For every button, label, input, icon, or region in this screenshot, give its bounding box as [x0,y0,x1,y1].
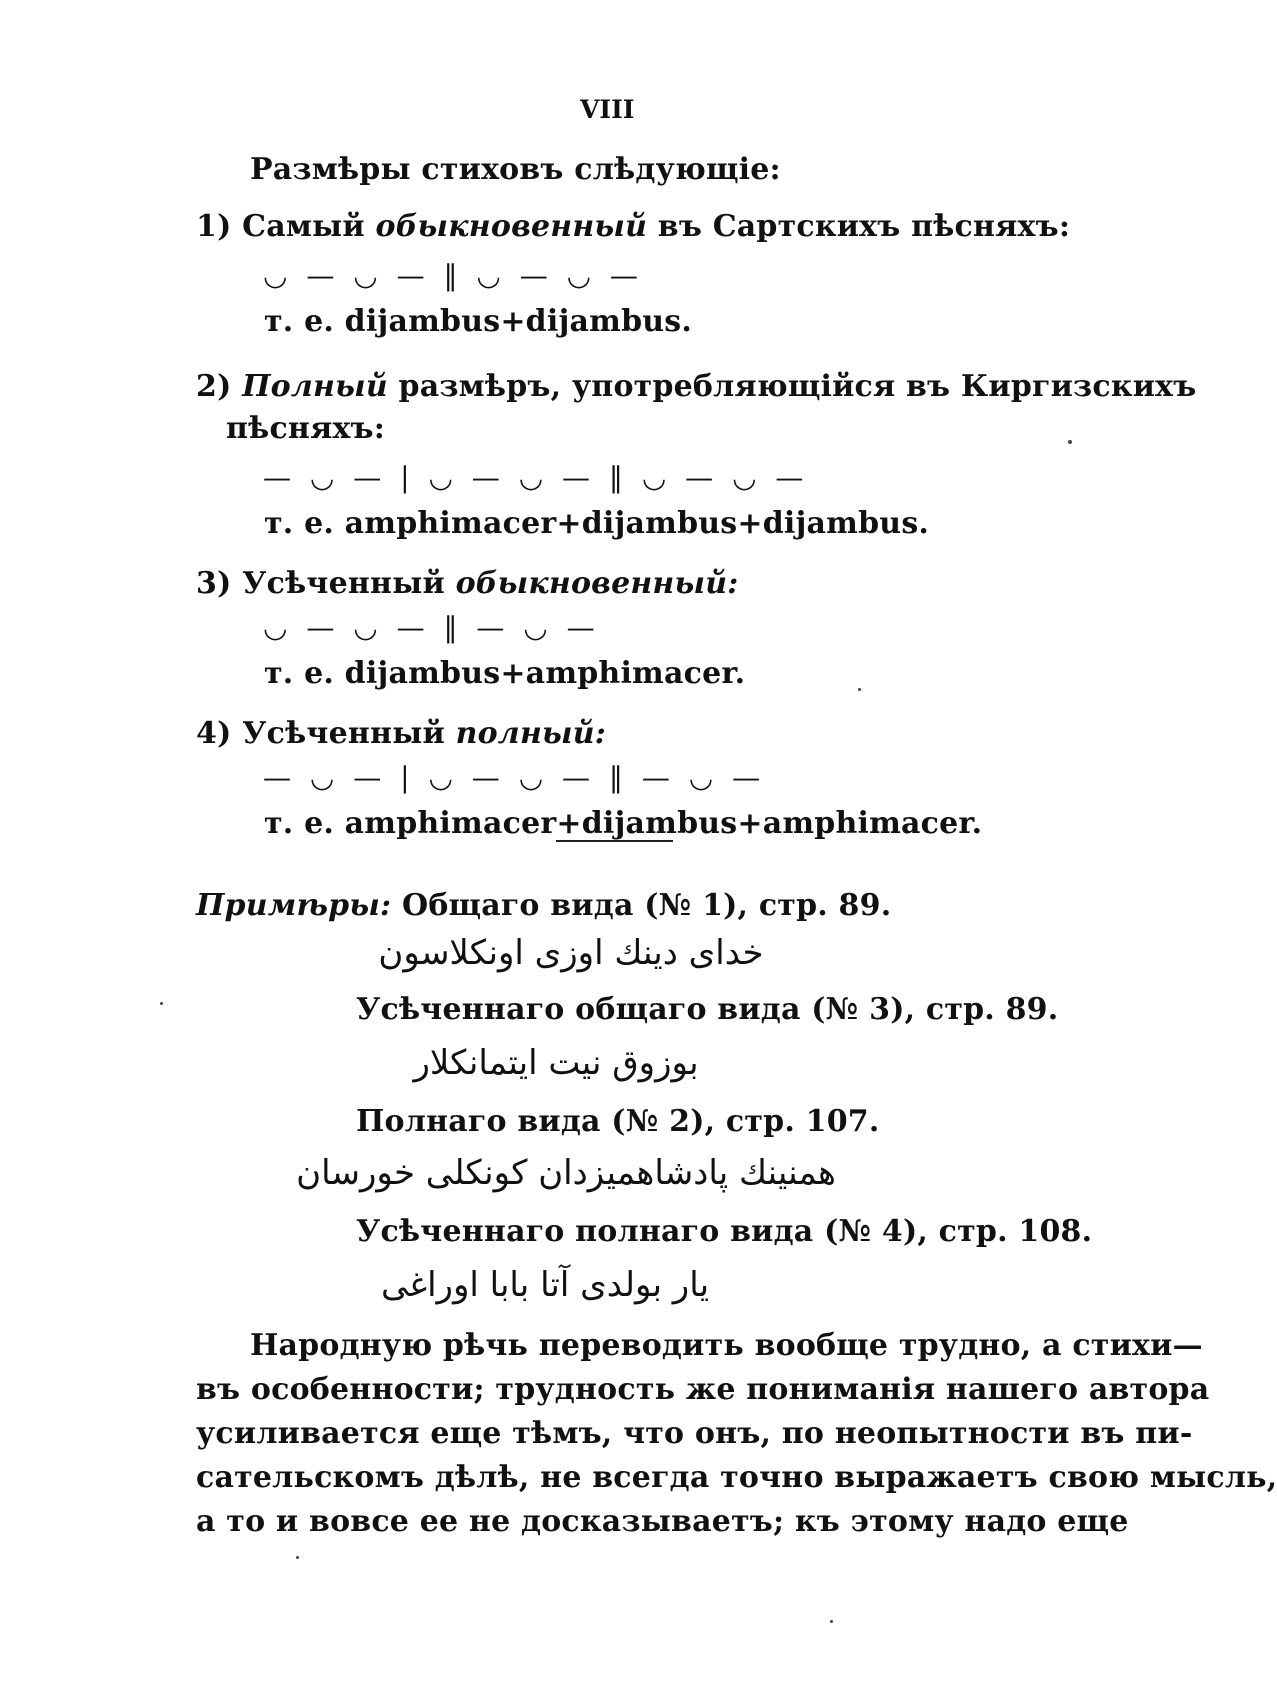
meter-item-3-formula: т. е. dijambus+amphimacer. [264,656,746,691]
scan-speck [858,688,861,691]
example-4-verse: یار بولدی آتا بابا اوراغی [380,1265,710,1305]
meter-item-3-scheme: ◡ — ◡ — ‖ — ◡ — [263,611,600,644]
item-name: Самый [242,209,365,244]
item-name-italic: Полный [242,369,388,404]
meter-item-4-scheme: — ◡ — | ◡ — ◡ — ‖ — ◡ — [263,761,766,794]
meter-item-1-scheme: ◡ — ◡ — ‖ ◡ — ◡ — [263,259,643,292]
meter-item-1-formula: т. е. dijambus+dijambus. [264,304,693,339]
scan-speck [830,1620,833,1623]
example-1-verse: خدای دینك اوزی اونكلاسون [378,933,764,973]
page-number: VIII [580,95,635,124]
scan-speck [160,1002,163,1005]
paragraph-line-5: а то и вовсе ее не досказываетъ; къ этому надо еще [196,1504,1129,1539]
example-2-caption: Усѣченнаго общаго вида (№ 3), стр. 89. [356,992,1059,1027]
meter-item-2-heading-cont: пѣсняхъ: [226,411,386,446]
example-3-verse: همنینك پادشاهمیزدان كونكلی خورسان [296,1153,836,1193]
intro-line: Размѣры стиховъ слѣдующіе: [250,152,781,187]
meter-item-1-heading [196,207,1070,247]
scan-speck [1068,440,1072,444]
scan-speck [296,1556,299,1559]
example-3-caption: Полнаго вида (№ 2), стр. 107. [356,1104,880,1139]
meter-item-4-heading [196,714,606,754]
item-number: 2) [196,369,232,404]
example-1-caption [196,886,891,926]
meter-item-2-scheme: — ◡ — | ◡ — ◡ — ‖ ◡ — ◡ — [263,461,809,494]
example-2-verse: بوزوق نیت ایتمانكلار [413,1043,699,1083]
item-name-italic: обыкновенный: [455,566,739,601]
item-number: 1) [196,209,232,244]
item-number: 4) [196,716,232,751]
item-description: размѣръ, употребляющійся въ Киргизскихъ [398,369,1197,404]
item-name: Усѣченный [242,566,445,601]
meter-item-2-formula: т. е. amphimacer+dijambus+dijambus. [264,506,930,541]
meter-item-3-heading [196,564,739,604]
paragraph-line-1: Народную рѣчь переводить вообще трудно, а стихи— [250,1328,1203,1363]
section-divider [556,840,673,842]
item-description: въ Сартскихъ пѣсняхъ: [657,209,1071,244]
meter-item-2-heading [196,367,1196,407]
example-4-caption: Усѣченнаго полнаго вида (№ 4), стр. 108. [356,1214,1093,1249]
item-name-italic: обыкновенный [375,209,648,244]
meter-item-4-formula: т. е. amphimacer+dijambus+amphimacer. [264,806,983,841]
example-caption-text: Общаго вида (№ 1), стр. 89. [401,888,892,923]
item-name-italic: полный: [455,716,607,751]
paragraph-line-4: сательскомъ дѣлѣ, не всегда точно выражаетъ свою мысль, [196,1460,1277,1495]
paragraph-line-2: въ особенности; трудность же пониманія нашего автора [196,1372,1210,1407]
paragraph-line-3: усиливается еще тѣмъ, что онъ, по неопытности въ пи- [196,1416,1193,1451]
item-number: 3) [196,566,232,601]
examples-label: Примѣры: [196,888,392,923]
item-name: Усѣченный [242,716,445,751]
